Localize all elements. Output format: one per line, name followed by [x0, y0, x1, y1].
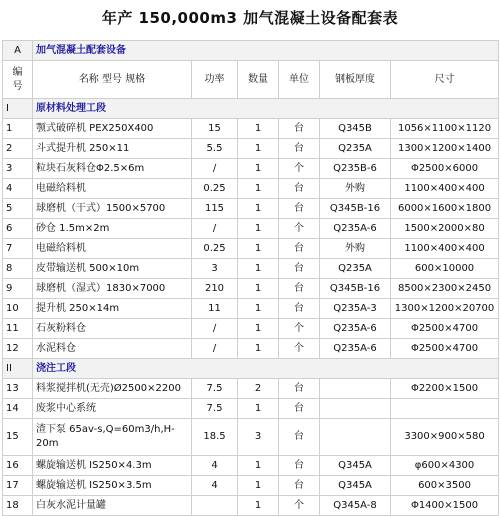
row-size: 600×10000 [391, 259, 499, 279]
table-row [3, 179, 499, 199]
row-number: 15 [3, 419, 33, 456]
row-power: 4 [192, 476, 238, 496]
row-size: 1500×2000×80 [391, 219, 499, 239]
row-thickness: Q345A [320, 456, 391, 476]
row-number: 17 [3, 476, 33, 496]
row-unit: 台 [279, 419, 320, 456]
row-thickness: Q345B-16 [320, 199, 391, 219]
row-thickness [320, 399, 391, 419]
row-power: / [192, 219, 238, 239]
table-row [3, 259, 499, 279]
table-row [3, 456, 499, 476]
header-unit: 单位 [279, 61, 320, 99]
table-row [3, 159, 499, 179]
row-unit: 个 [279, 339, 320, 359]
row-qty: 1 [238, 219, 279, 239]
row-name: 螺旋输送机 IS250×4.3m [33, 456, 192, 476]
row-thickness: Q235A-6 [320, 319, 391, 339]
row-unit: 台 [279, 379, 320, 399]
row-size: Φ1400×1500 [391, 496, 499, 516]
row-size: 8500×2300×2450 [391, 279, 499, 299]
row-size: 1300×1200×20700 [391, 299, 499, 319]
row-number: 12 [3, 339, 33, 359]
row-unit: 台 [279, 179, 320, 199]
row-number: 3 [3, 159, 33, 179]
row-size: 1100×400×400 [391, 239, 499, 259]
row-thickness: Q235A-3 [320, 299, 391, 319]
header-thickness: 钢板厚度 [320, 61, 391, 99]
row-size: Φ2500×6000 [391, 159, 499, 179]
row-name: 白灰水泥计量罐 [33, 496, 192, 516]
row-name: 电磁给料机 [33, 239, 192, 259]
row-name: 皮带输送机 500×10m [33, 259, 192, 279]
row-qty: 2 [238, 379, 279, 399]
row-power: 115 [192, 199, 238, 219]
table-row [3, 199, 499, 219]
row-unit: 台 [279, 279, 320, 299]
header-row [3, 61, 499, 99]
row-number: 1 [3, 119, 33, 139]
table-title: 年产 150,000m3 加气混凝土设备配套表 [101, 9, 399, 27]
row-unit: 台 [279, 139, 320, 159]
section-roman: I [3, 99, 33, 119]
row-power: 5.5 [192, 139, 238, 159]
row-name: 斗式提升机 250×11 [33, 139, 192, 159]
header-qty: 数量 [238, 61, 279, 99]
row-qty: 1 [238, 476, 279, 496]
row-number: 9 [3, 279, 33, 299]
row-size: Φ2200×1500 [391, 379, 499, 399]
row-qty: 1 [238, 456, 279, 476]
row-power: 15 [192, 119, 238, 139]
row-thickness: Q235A [320, 139, 391, 159]
row-power: / [192, 319, 238, 339]
row-name: 渣下泵 65av-s,Q=60m3/h,H-20m [33, 419, 192, 456]
row-thickness: Q235A-6 [320, 339, 391, 359]
section-name: 浇注工段 [33, 359, 499, 379]
row-size: 1100×400×400 [391, 179, 499, 199]
row-qty: 1 [238, 399, 279, 419]
row-name: 砂仓 1.5m×2m [33, 219, 192, 239]
row-power: 210 [192, 279, 238, 299]
row-size: 6000×1600×1800 [391, 199, 499, 219]
table-row [3, 219, 499, 239]
row-qty: 1 [238, 279, 279, 299]
row-qty: 1 [238, 179, 279, 199]
row-unit: 个 [279, 219, 320, 239]
equipment-table [2, 40, 499, 516]
row-size: Φ2500×4700 [391, 319, 499, 339]
row-size: 600×3500 [391, 476, 499, 496]
row-power: 0.25 [192, 179, 238, 199]
row-number: 5 [3, 199, 33, 219]
row-number: 14 [3, 399, 33, 419]
row-unit: 台 [279, 239, 320, 259]
row-qty: 1 [238, 339, 279, 359]
row-size [391, 399, 499, 419]
section-roman: II [3, 359, 33, 379]
row-power [192, 496, 238, 516]
row-unit: 个 [279, 319, 320, 339]
section-letter: A [3, 41, 33, 61]
row-thickness: Q345A-8 [320, 496, 391, 516]
row-unit: 个 [279, 159, 320, 179]
row-size: 1300×1200×1400 [391, 139, 499, 159]
row-power: 4 [192, 456, 238, 476]
table-row [3, 379, 499, 399]
table-row [3, 496, 499, 516]
row-unit: 台 [279, 199, 320, 219]
row-unit: 台 [279, 299, 320, 319]
row-power: 7.5 [192, 379, 238, 399]
row-number: 16 [3, 456, 33, 476]
row-power: 11 [192, 299, 238, 319]
row-qty: 1 [238, 119, 279, 139]
table-row [3, 279, 499, 299]
row-qty: 1 [238, 299, 279, 319]
section-name: 加气混凝土配套设备 [33, 41, 499, 61]
row-thickness [320, 419, 391, 456]
row-size: 3300×900×580 [391, 419, 499, 456]
row-number: 2 [3, 139, 33, 159]
row-power: / [192, 159, 238, 179]
table-row [3, 419, 499, 456]
row-thickness: Q235A [320, 259, 391, 279]
row-qty: 1 [238, 139, 279, 159]
row-name: 水泥料仓 [33, 339, 192, 359]
row-number: 4 [3, 179, 33, 199]
row-qty: 1 [238, 199, 279, 219]
row-power: 18.5 [192, 419, 238, 456]
row-unit: 个 [279, 496, 320, 516]
row-number: 10 [3, 299, 33, 319]
row-qty: 1 [238, 259, 279, 279]
row-name: 废浆中心系统 [33, 399, 192, 419]
row-name: 石灰粉料仓 [33, 319, 192, 339]
row-name: 颚式破碎机 PEX250X400 [33, 119, 192, 139]
header-power: 功率 [192, 61, 238, 99]
row-name: 提升机 250×14m [33, 299, 192, 319]
table-row [3, 476, 499, 496]
row-thickness: 外购 [320, 239, 391, 259]
table-row [3, 339, 499, 359]
row-name: 料浆搅拌机(无壳)Ø2500×2200 [33, 379, 192, 399]
row-power: 0.25 [192, 239, 238, 259]
row-size: φ600×4300 [391, 456, 499, 476]
header-size: 尺寸 [391, 61, 499, 99]
row-name: 电磁给料机 [33, 179, 192, 199]
row-thickness: Q235B-6 [320, 159, 391, 179]
table-row [3, 239, 499, 259]
row-name: 球磨机（湿式）1830×7000 [33, 279, 192, 299]
row-thickness: Q235A-6 [320, 219, 391, 239]
row-unit: 台 [279, 476, 320, 496]
section-row-top [3, 41, 499, 61]
row-size: 1056×1100×1120 [391, 119, 499, 139]
row-qty: 1 [238, 239, 279, 259]
row-unit: 台 [279, 119, 320, 139]
section-row [3, 99, 499, 119]
row-number: 11 [3, 319, 33, 339]
header-index: 编号 [3, 61, 33, 99]
section-row [3, 359, 499, 379]
row-thickness: 外购 [320, 179, 391, 199]
table-row [3, 299, 499, 319]
table-row [3, 319, 499, 339]
row-thickness [320, 379, 391, 399]
row-name: 螺旋输送机 IS250×3.5m [33, 476, 192, 496]
row-thickness: Q345B [320, 119, 391, 139]
row-name: 粒块石灰料仓Φ2.5×6m [33, 159, 192, 179]
row-qty: 1 [238, 319, 279, 339]
table-body [3, 41, 499, 516]
row-number: 13 [3, 379, 33, 399]
row-qty: 3 [238, 419, 279, 456]
row-qty: 1 [238, 496, 279, 516]
row-qty: 1 [238, 159, 279, 179]
row-unit: 台 [279, 456, 320, 476]
row-thickness: Q345B-16 [320, 279, 391, 299]
row-unit: 台 [279, 399, 320, 419]
row-size: Φ2500×4700 [391, 339, 499, 359]
table-row [3, 139, 499, 159]
table-row [3, 119, 499, 139]
row-thickness: Q345A [320, 476, 391, 496]
section-name: 原材料处理工段 [33, 99, 499, 119]
row-power: 3 [192, 259, 238, 279]
table-row [3, 399, 499, 419]
row-number: 8 [3, 259, 33, 279]
header-name: 名称 型号 规格 [33, 61, 192, 99]
row-power: / [192, 339, 238, 359]
row-number: 6 [3, 219, 33, 239]
row-name: 球磨机（干式）1500×5700 [33, 199, 192, 219]
row-unit: 台 [279, 259, 320, 279]
row-power: 7.5 [192, 399, 238, 419]
row-number: 7 [3, 239, 33, 259]
row-number: 18 [3, 496, 33, 516]
